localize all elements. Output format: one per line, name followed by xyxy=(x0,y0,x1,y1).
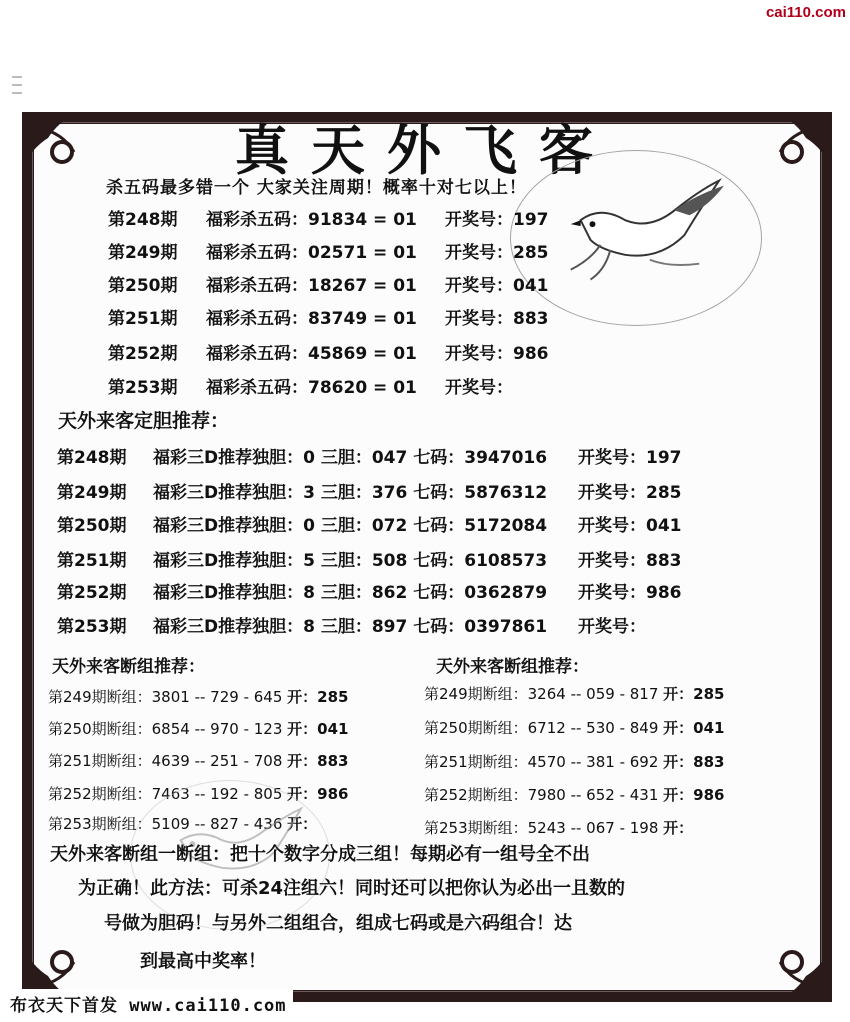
list-item: 第250期断组：6854 -- 970 - 123 开：041 xyxy=(48,720,349,738)
list-item: 第250期断组：6712 -- 530 - 849 开：041 xyxy=(424,719,725,737)
page-title: 真天外飞客 xyxy=(235,118,615,182)
description-line: 号做为胆码！与另外二组组合，组成七码或是六码组合！达 xyxy=(104,913,572,934)
list-item: 第252期断组：7463 -- 192 - 805 开：986 xyxy=(48,785,349,803)
margin-ticks xyxy=(12,76,22,100)
group-right-heading: 天外来客断组推荐： xyxy=(436,657,589,677)
footer-credit: 布衣天下首发 www.cai110.com xyxy=(4,989,293,1018)
list-item: 第249期断组：3264 -- 059 - 817 开：285 xyxy=(424,685,725,703)
slogan-text: 杀五码最多错一个 大家关注周期！概率十对七以上！ xyxy=(106,178,527,198)
corner-ornament-icon xyxy=(748,918,836,1006)
description-line: 到最高中奖率！ xyxy=(140,951,266,972)
list-item: 第253期断组：5109 -- 827 - 436 开： xyxy=(48,815,318,833)
list-item: 第251期断组：4639 -- 251 - 708 开：883 xyxy=(48,752,349,770)
site-watermark: cai110.com xyxy=(765,4,846,21)
list-item: 第249期断组：3801 -- 729 - 645 开：285 xyxy=(48,688,349,706)
dan-heading: 天外来客定胆推荐： xyxy=(58,410,230,432)
description-line: 为正确！此方法：可杀24注组六！同时还可以把你认为必出一且数的 xyxy=(78,878,626,899)
list-item: 第251期断组：4570 -- 381 - 692 开：883 xyxy=(424,753,725,771)
group-left-heading: 天外来客断组推荐： xyxy=(52,657,205,677)
list-item: 第253期断组：5243 -- 067 - 198 开： xyxy=(424,819,694,837)
list-item: 第252期断组：7980 -- 652 - 431 开：986 xyxy=(424,786,725,804)
description-line: 天外来客断组一断组：把十个数字分成三组！每期必有一组号全不出 xyxy=(50,844,590,865)
